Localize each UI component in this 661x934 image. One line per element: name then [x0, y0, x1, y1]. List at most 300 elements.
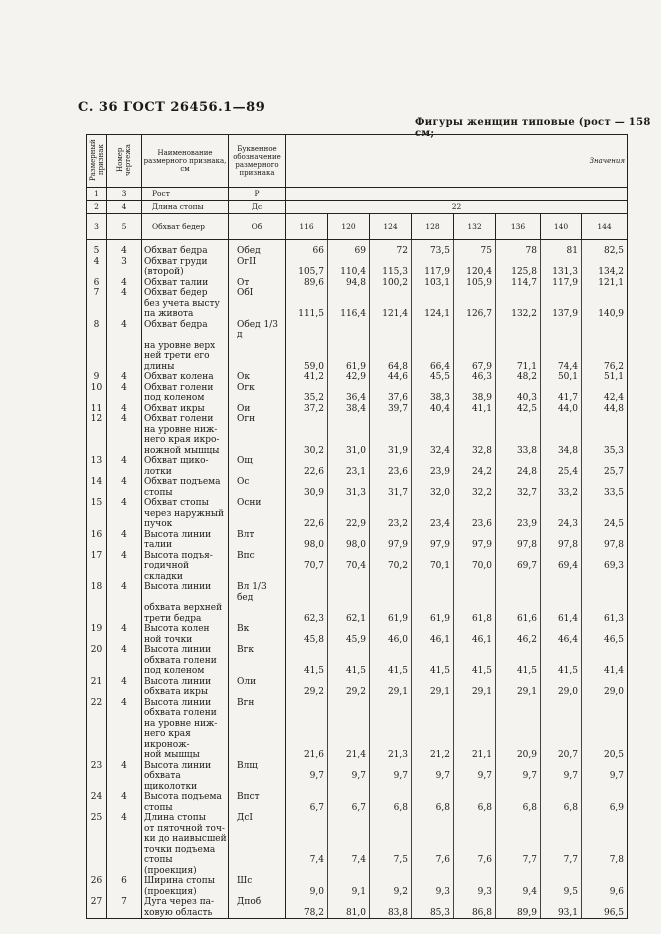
cell-value: [370, 530, 412, 541]
cell-fig: 4: [107, 404, 142, 415]
cell-value: 45,9: [328, 635, 370, 646]
cell-value: [328, 288, 370, 299]
cell-value: 24,3: [541, 519, 582, 530]
cell-value: [582, 719, 628, 730]
cell-name: ховую область: [142, 908, 229, 919]
cell-num: [87, 719, 107, 730]
cell-value: [454, 698, 496, 709]
cell-value: [412, 498, 454, 509]
table-row: [87, 341, 628, 352]
cell-value: [582, 477, 628, 488]
cell-num: 6: [87, 278, 107, 289]
table-body: [87, 240, 628, 919]
cell-value: [328, 551, 370, 562]
cell-name: на уровне верх: [142, 341, 229, 352]
table-row: [87, 498, 628, 509]
cell-value: [286, 708, 328, 719]
cell-value: [541, 425, 582, 436]
table-row: [87, 855, 628, 876]
cell-value: [582, 677, 628, 688]
cell-value: [496, 698, 541, 709]
cell-value: 72: [370, 246, 412, 257]
cell-name: Обхват голени: [142, 414, 229, 425]
cell-value: 7,6: [412, 855, 454, 876]
cell-value: 40,3: [496, 393, 541, 404]
cell-value: [454, 897, 496, 908]
cell-value: [286, 845, 328, 856]
cell-value: 41,4: [582, 666, 628, 677]
cell-value: 22,6: [286, 467, 328, 478]
cell-value: [328, 845, 370, 856]
cell-value: [370, 845, 412, 856]
table-row: [87, 362, 628, 373]
cell-sym: Вгк: [229, 645, 286, 656]
cell-num: [87, 309, 107, 320]
cell-value: [370, 834, 412, 845]
cell-value: 41,1: [454, 404, 496, 415]
cell-value: [412, 677, 454, 688]
cell-value: [370, 897, 412, 908]
table-row: [87, 309, 628, 320]
cell-value: [496, 477, 541, 488]
cell-sym: Ои: [229, 404, 286, 415]
cell-value: 61,6: [496, 614, 541, 625]
cell-value: [454, 299, 496, 310]
cell-name: годичной складки: [142, 561, 229, 582]
cell-name: Длина стопы: [142, 813, 229, 824]
cell-value: [286, 624, 328, 635]
size-table-container: [86, 134, 627, 919]
cell-fig: 4: [107, 698, 142, 709]
cell-sym: [229, 729, 286, 750]
cell-value: 7,4: [286, 855, 328, 876]
table-row: [87, 635, 628, 646]
table-row: [87, 488, 628, 499]
cell-value: [496, 845, 541, 856]
cell-name: пучок: [142, 519, 229, 530]
cell-value: [454, 845, 496, 856]
cell-value: [496, 456, 541, 467]
table-row: [87, 530, 628, 541]
cell-value: [496, 624, 541, 635]
cell-sym: ДсI: [229, 813, 286, 824]
cell-value: 61,8: [454, 614, 496, 625]
cell-value: [286, 509, 328, 520]
cell-fig: [107, 540, 142, 551]
cell-value: 29,2: [286, 687, 328, 698]
cell-sym: [229, 341, 286, 352]
cell-value: [286, 677, 328, 688]
cell-value: [496, 792, 541, 803]
cell-value: 117,9: [412, 267, 454, 278]
cell-name: на уровне ниж-: [142, 425, 229, 436]
cell-name: Обхват голени: [142, 383, 229, 394]
cell-value: [370, 288, 412, 299]
cell-value: [454, 645, 496, 656]
cell-name: обхвата икры: [142, 687, 229, 698]
cell-num: [87, 834, 107, 845]
cell-fig: 3: [107, 257, 142, 268]
cell-value: [541, 320, 582, 341]
cell-value: 33,8: [496, 446, 541, 457]
cell-fig: 4: [107, 201, 142, 214]
cell-value: 62,3: [286, 614, 328, 625]
fixed-row: [87, 188, 628, 201]
cell-name: ней трети его: [142, 351, 229, 362]
cell-value: [496, 341, 541, 352]
cell-value: [582, 656, 628, 667]
cell-num: 9: [87, 372, 107, 383]
cell-name: ной мышцы: [142, 750, 229, 761]
cell-value: [454, 477, 496, 488]
cell-value: 66,4: [412, 362, 454, 373]
cell-num: 22: [87, 698, 107, 709]
cell-value: [582, 698, 628, 709]
cell-num: [87, 771, 107, 792]
cell-value: 30,2: [286, 446, 328, 457]
cell-value: 32,4: [412, 446, 454, 457]
cell-value: [454, 456, 496, 467]
cell-value: 23,1: [328, 467, 370, 478]
cell-name: Обхват стопы: [142, 498, 229, 509]
cell-value: [286, 425, 328, 436]
cell-num: [87, 908, 107, 919]
cell-value: 29,1: [412, 687, 454, 698]
cell-value: [454, 824, 496, 835]
cell-value: 6,9: [582, 803, 628, 814]
cell-fig: 5: [107, 214, 142, 240]
cell-sym: [229, 614, 286, 625]
cell-value: [454, 582, 496, 603]
cell-value: 131,3: [541, 267, 582, 278]
cell-value: 7,7: [496, 855, 541, 876]
cell-value: 35,2: [286, 393, 328, 404]
table-row: [87, 320, 628, 341]
cell-fig: [107, 635, 142, 646]
cell-fig: [107, 855, 142, 876]
cell-value: [286, 603, 328, 614]
cell-name: ки до наивысшей: [142, 834, 229, 845]
cell-num: [87, 845, 107, 856]
cell-name: Высота подъема: [142, 792, 229, 803]
cell-num: 19: [87, 624, 107, 635]
cell-sym: [229, 803, 286, 814]
cell-value: [496, 582, 541, 603]
cell-num: [87, 540, 107, 551]
cell-value: [370, 351, 412, 362]
cell-value: [286, 257, 328, 268]
cell-value: [412, 719, 454, 730]
cell-num: [87, 425, 107, 436]
cell-value: 38,9: [454, 393, 496, 404]
cell-value: 78,2: [286, 908, 328, 919]
cell-value: 96,5: [582, 908, 628, 919]
cell-value: 38,4: [328, 404, 370, 415]
cell-value: [328, 509, 370, 520]
cell-sym: [229, 351, 286, 362]
cell-value: 31,7: [370, 488, 412, 499]
cell-value: [454, 708, 496, 719]
table-row: [87, 761, 628, 772]
cell-sym: [229, 603, 286, 614]
cell-num: [87, 509, 107, 520]
cell-value: [582, 257, 628, 268]
cell-sym: [229, 488, 286, 499]
cell-value: 132,2: [496, 309, 541, 320]
cell-sym: [229, 561, 286, 582]
cell-value: [370, 456, 412, 467]
cell-value: [496, 761, 541, 772]
cell-value: 70,0: [454, 561, 496, 582]
cell-value: [582, 708, 628, 719]
cell-value: [496, 719, 541, 730]
cell-value: [582, 813, 628, 824]
cell-fig: [107, 309, 142, 320]
cell-value: 105,7: [286, 267, 328, 278]
page-header: С. 36 ГОСТ 26456.1—89: [78, 100, 266, 115]
cell-value: [454, 257, 496, 268]
cell-value: 48,2: [496, 372, 541, 383]
cell-sym: [229, 393, 286, 404]
cell-value: [541, 551, 582, 562]
cell-value: 66: [286, 246, 328, 257]
cell-name: Обхват щико-: [142, 456, 229, 467]
cell-num: [87, 729, 107, 750]
table-row: [87, 435, 628, 446]
cell-value: [496, 288, 541, 299]
cell-fig: 4: [107, 530, 142, 541]
cell-value: [328, 708, 370, 719]
cell-value: [412, 351, 454, 362]
cell-fig: [107, 351, 142, 362]
cell-value: [496, 708, 541, 719]
cell-name: от пяточной точ-: [142, 824, 229, 835]
cell-value: 21,3: [370, 750, 412, 761]
cell-value: [328, 456, 370, 467]
cell-value: 98,0: [286, 540, 328, 551]
cell-value: [496, 897, 541, 908]
cell-name: Высота линии: [142, 645, 229, 656]
header-feature-name: Наименование размерного признака, см: [142, 135, 229, 188]
cell-value: [412, 582, 454, 603]
cell-num: [87, 855, 107, 876]
cell-value: 93,1: [541, 908, 582, 919]
cell-fig: [107, 435, 142, 446]
cell-value: [541, 834, 582, 845]
cell-value: 98,0: [328, 540, 370, 551]
cell-value: [412, 383, 454, 394]
cell-value: 61,9: [412, 614, 454, 625]
cell-value: [412, 257, 454, 268]
cell-value: 9,7: [370, 771, 412, 792]
cell-value: 7,7: [541, 855, 582, 876]
cell-value: 136: [496, 214, 541, 240]
cell-value: 41,5: [328, 666, 370, 677]
cell-sym: Впст: [229, 792, 286, 803]
cell-value: [582, 341, 628, 352]
cell-value: 44,8: [582, 404, 628, 415]
cell-value: [412, 792, 454, 803]
cell-value: [454, 761, 496, 772]
cell-value: [541, 897, 582, 908]
cell-fig: 6: [107, 876, 142, 887]
cell-value: [370, 792, 412, 803]
cell-value: 41,5: [370, 666, 412, 677]
cell-value: 37,2: [286, 404, 328, 415]
cell-value: [454, 530, 496, 541]
cell-num: [87, 614, 107, 625]
cell-value: [412, 813, 454, 824]
cell-value: [370, 719, 412, 730]
cell-sym: Вгн: [229, 698, 286, 709]
cell-value: 70,7: [286, 561, 328, 582]
cell-value: [370, 656, 412, 667]
cell-fig: 4: [107, 582, 142, 603]
cell-value: [370, 341, 412, 352]
cell-name: Высота подъя-: [142, 551, 229, 562]
cell-value: [541, 498, 582, 509]
cell-value: 6,7: [328, 803, 370, 814]
cell-value: [541, 582, 582, 603]
cell-value: [328, 425, 370, 436]
cell-value: [582, 530, 628, 541]
cell-value: [370, 708, 412, 719]
cell-value: 61,4: [541, 614, 582, 625]
cell-value: [582, 456, 628, 467]
cell-value: [286, 824, 328, 835]
cell-value: 23,6: [370, 467, 412, 478]
cell-fig: [107, 750, 142, 761]
cell-value: [496, 834, 541, 845]
cell-value: [412, 299, 454, 310]
cell-num: [87, 708, 107, 719]
cell-fig: 4: [107, 677, 142, 688]
cell-value: 38,3: [412, 393, 454, 404]
cell-sym: [229, 666, 286, 677]
table-row: [87, 677, 628, 688]
cell-num: 3: [87, 214, 107, 240]
table-row: [87, 372, 628, 383]
cell-value: [582, 876, 628, 887]
cell-value: 46,0: [370, 635, 412, 646]
cell-value: [412, 645, 454, 656]
cell-fig: 4: [107, 414, 142, 425]
cell-value: 24,5: [582, 519, 628, 530]
cell-value: 126,7: [454, 309, 496, 320]
cell-value: 69: [328, 246, 370, 257]
cell-name: Обхват талии: [142, 278, 229, 289]
cell-value: [541, 845, 582, 856]
cell-value: [496, 435, 541, 446]
cell-value: [370, 425, 412, 436]
cell-value: [496, 257, 541, 268]
cell-value: [286, 383, 328, 394]
cell-value: 120: [328, 214, 370, 240]
table-row: [87, 246, 628, 257]
cell-fig: [107, 719, 142, 730]
cell-sym: [229, 309, 286, 320]
cell-fig: 4: [107, 645, 142, 656]
cell-sym: Об: [229, 214, 286, 240]
cell-name: Обхват бедер: [142, 288, 229, 299]
cell-value: 29,0: [582, 687, 628, 698]
cell-value: 82,5: [582, 246, 628, 257]
cell-value: 41,7: [541, 393, 582, 404]
table-row: [87, 278, 628, 289]
cell-value: [496, 320, 541, 341]
cell-value: [286, 188, 628, 201]
cell-value: [370, 582, 412, 603]
cell-value: [582, 425, 628, 436]
cell-value: [541, 719, 582, 730]
cell-value: [496, 645, 541, 656]
table-row: [87, 603, 628, 614]
cell-value: [286, 813, 328, 824]
cell-value: [328, 698, 370, 709]
cell-value: [286, 897, 328, 908]
cell-value: 42,4: [582, 393, 628, 404]
header-row: [87, 135, 628, 188]
cell-value: 41,5: [496, 666, 541, 677]
cell-value: 44,6: [370, 372, 412, 383]
cell-value: [412, 603, 454, 614]
cell-value: [286, 477, 328, 488]
cell-value: 44,0: [541, 404, 582, 415]
cell-value: [541, 435, 582, 446]
cell-value: [454, 624, 496, 635]
cell-name: талии: [142, 540, 229, 551]
table-row: [87, 257, 628, 268]
cell-value: 35,3: [582, 446, 628, 457]
cell-value: 37,6: [370, 393, 412, 404]
cell-value: 29,2: [328, 687, 370, 698]
cell-value: [370, 498, 412, 509]
cell-value: 94,8: [328, 278, 370, 289]
cell-value: [412, 509, 454, 520]
cell-sym: [229, 771, 286, 792]
cell-value: [412, 425, 454, 436]
cell-value: [582, 551, 628, 562]
cell-value: 89,6: [286, 278, 328, 289]
cell-value: 45,8: [286, 635, 328, 646]
cell-name: через наружный: [142, 509, 229, 520]
cell-name: Обхват груди: [142, 257, 229, 268]
cell-value: 34,8: [541, 446, 582, 457]
cell-num: 1: [87, 188, 107, 201]
cell-value: [412, 708, 454, 719]
cell-sym: Впс: [229, 551, 286, 562]
cell-sym: [229, 708, 286, 719]
cell-value: 23,6: [454, 519, 496, 530]
cell-sym: [229, 656, 286, 667]
cell-sym: Обед: [229, 246, 286, 257]
cell-value: 41,5: [541, 666, 582, 677]
table-row: [87, 656, 628, 667]
cell-value: [370, 299, 412, 310]
cell-fig: 4: [107, 383, 142, 394]
cell-sym: Ощ: [229, 456, 286, 467]
cell-value: 6,7: [286, 803, 328, 814]
cell-value: 39,7: [370, 404, 412, 415]
cell-value: [412, 824, 454, 835]
cell-value: [286, 299, 328, 310]
cell-num: 24: [87, 792, 107, 803]
table-row: [87, 456, 628, 467]
cell-num: 20: [87, 645, 107, 656]
cell-value: 83,8: [370, 908, 412, 919]
cell-sym: [229, 834, 286, 845]
cell-num: [87, 351, 107, 362]
